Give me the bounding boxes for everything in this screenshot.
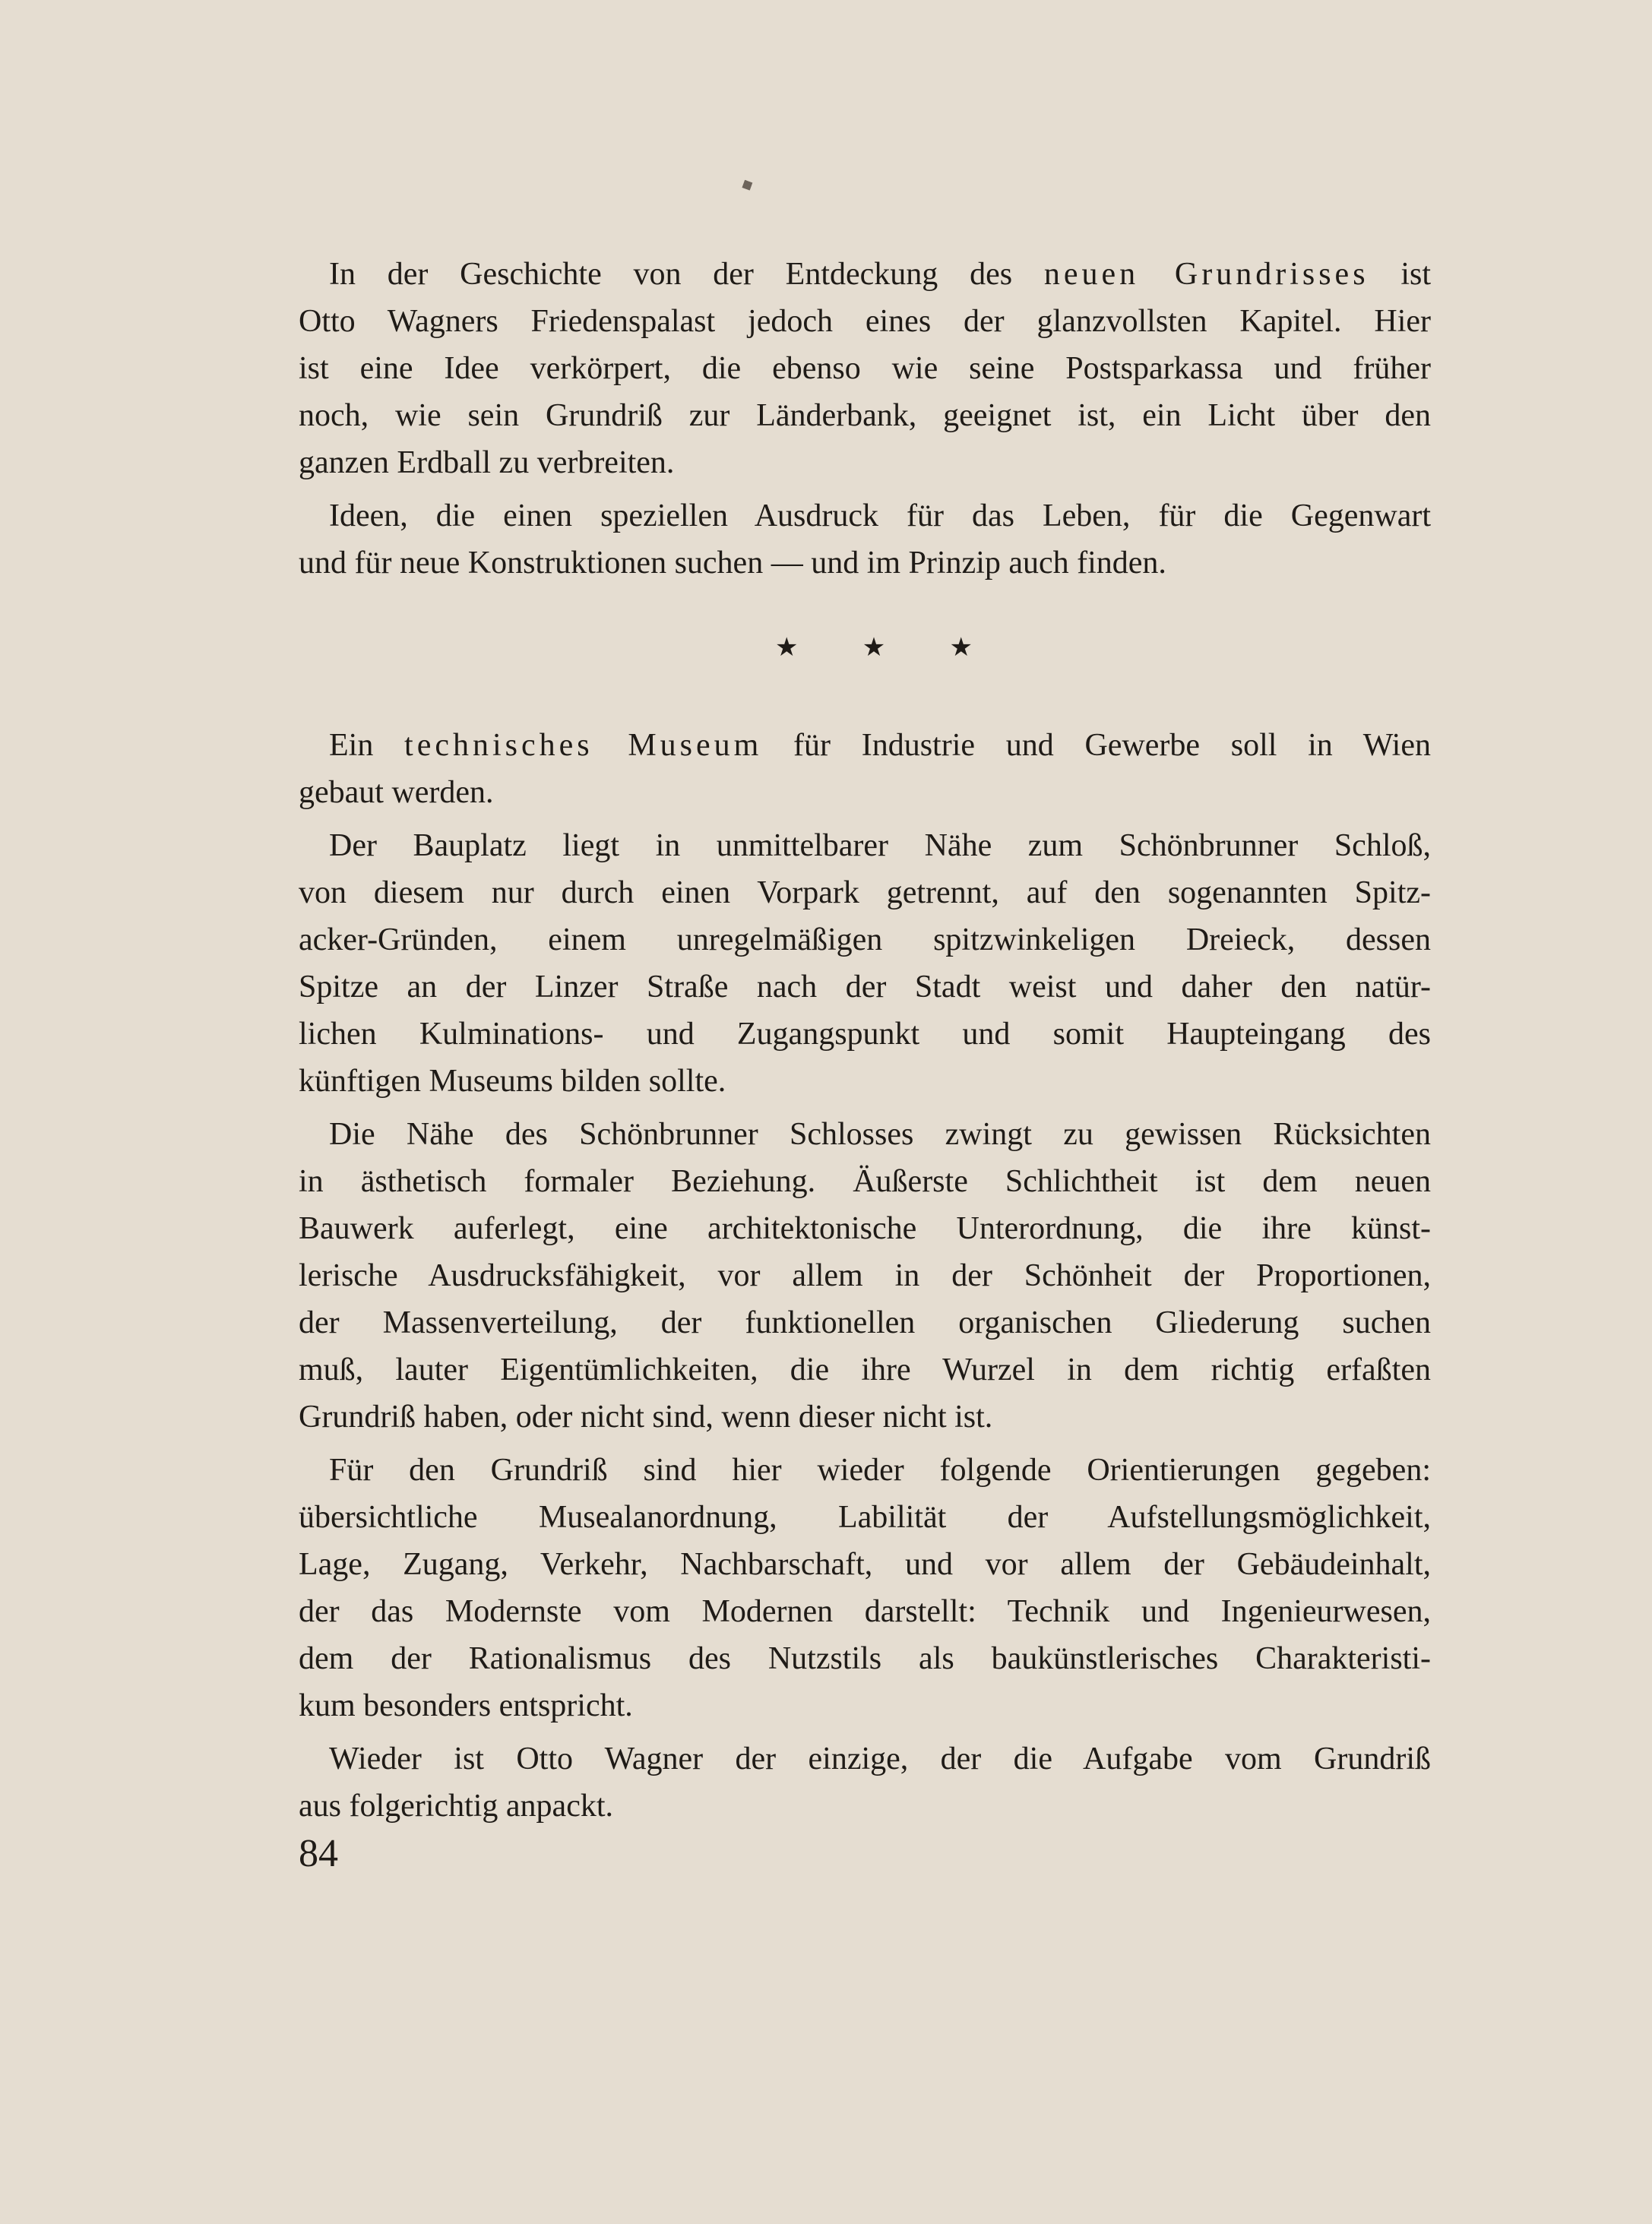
text-line <box>299 1447 1431 1494</box>
text-line <box>299 722 1431 769</box>
text-segment: lichen Kulminations- und Zugangspunkt und somit Haupteingang des <box>299 1017 1431 1052</box>
text-line <box>299 1588 1431 1635</box>
text-segment: für Industrie und Gewerbe soll in Wien <box>762 728 1431 763</box>
text-line <box>299 1158 1431 1205</box>
text-segment: der das Modernste vom Modernen darstellt: Technik und Ingenieurwesen, <box>299 1594 1431 1629</box>
text-line <box>299 1011 1431 1058</box>
text-segment: Otto Wagners Friedenspalast jedoch eines der glanzvollsten Kapitel. Hier <box>299 304 1431 339</box>
text-segment: von diesem nur durch einen Vorpark getrennt, auf den sogenannten Spitz- <box>299 875 1431 910</box>
text-line <box>299 492 1431 539</box>
text-line <box>299 869 1431 916</box>
paragraph <box>299 251 1431 486</box>
text-line <box>299 1783 1431 1830</box>
text-line <box>299 439 1431 486</box>
text-line <box>299 298 1431 345</box>
text-line <box>299 916 1431 963</box>
text-segment: Wieder ist Otto Wagner der einzige, der die Aufgabe vom Grundriß <box>329 1742 1431 1776</box>
text-segment: In der Geschichte von der Entdeckung des <box>329 257 1044 292</box>
text-line <box>299 1058 1431 1105</box>
text-segment: Bauwerk auferlegt, eine architektonische Unterordnung, die ihre künst- <box>299 1211 1431 1246</box>
text-segment: neuen Grundrisses <box>1043 257 1369 292</box>
text-line <box>299 539 1431 587</box>
text-line <box>299 1394 1431 1441</box>
text-segment: Ideen, die einen speziellen Ausdruck für das Leben, für die Gegenwart <box>329 498 1431 533</box>
paragraph <box>299 722 1431 816</box>
text-segment: kum besonders entspricht. <box>299 1688 633 1723</box>
paragraph <box>299 1735 1431 1830</box>
text-segment: aus folgerichtig anpackt. <box>299 1789 614 1824</box>
text-line <box>299 1682 1431 1729</box>
text-section-2 <box>299 722 1431 1836</box>
text-segment: Grundriß haben, oder nicht sind, wenn dieser nicht ist. <box>299 1400 993 1435</box>
section-separator <box>775 632 973 663</box>
text-line <box>299 1346 1431 1394</box>
text-line <box>299 1205 1431 1252</box>
text-line <box>299 1541 1431 1588</box>
text-line <box>299 1252 1431 1299</box>
text-segment: in ästhetisch formaler Beziehung. Äußerste Schlichtheit ist dem neuen <box>299 1164 1431 1199</box>
text-segment: Lage, Zugang, Verkehr, Nachbarschaft, und vor allem der Gebäudeinhalt, <box>299 1547 1431 1582</box>
text-line <box>299 1111 1431 1158</box>
text-line <box>299 251 1431 298</box>
ink-mark: ◆ <box>737 172 756 195</box>
text-line <box>299 392 1431 439</box>
text-segment: gebaut werden. <box>299 775 494 810</box>
text-line <box>299 1635 1431 1682</box>
text-segment: dem der Rationalismus des Nutzstils als baukünstlerisches Charakteristi- <box>299 1641 1431 1676</box>
text-segment: Ein <box>329 728 405 763</box>
text-line <box>299 963 1431 1011</box>
paragraph <box>299 1111 1431 1441</box>
text-line <box>299 1735 1431 1783</box>
text-segment: künftigen Museums bilden sollte. <box>299 1064 726 1099</box>
text-segment: acker-Gründen, einem unregelmäßigen spitzwinkeligen Dreieck, dessen <box>299 922 1431 957</box>
separator-star: ★ <box>862 632 886 663</box>
page-number: 84 <box>299 1832 338 1875</box>
separator-star: ★ <box>775 632 799 663</box>
paragraph <box>299 822 1431 1105</box>
text-segment: ganzen Erdball zu verbreiten. <box>299 445 675 480</box>
text-line <box>299 822 1431 869</box>
text-segment: übersichtliche Musealanordnung, Labilität der Aufstellungsmöglichkeit, <box>299 1500 1431 1535</box>
text-line <box>299 1494 1431 1541</box>
text-line <box>299 1299 1431 1346</box>
text-segment: lerische Ausdrucksfähigkeit, vor allem in der Schönheit der Proportionen, <box>299 1258 1431 1293</box>
text-segment: ist eine Idee verkörpert, die ebenso wie seine Postsparkassa und früher <box>299 351 1431 386</box>
paragraph <box>299 1447 1431 1729</box>
text-line <box>299 345 1431 392</box>
text-section-1 <box>299 251 1431 593</box>
text-segment: Der Bauplatz liegt in unmittelbarer Nähe zum Schönbrunner Schloß, <box>329 828 1431 863</box>
text-segment: muß, lauter Eigentümlichkeiten, die ihre Wurzel in dem richtig erfaßten <box>299 1352 1431 1387</box>
text-line <box>299 769 1431 816</box>
text-segment: technisches Museum <box>404 728 763 763</box>
text-segment: ist <box>1369 257 1432 292</box>
text-segment: Die Nähe des Schönbrunner Schlosses zwingt zu gewissen Rücksichten <box>329 1117 1431 1152</box>
text-segment: noch, wie sein Grundriß zur Länderbank, geeignet ist, ein Licht über den <box>299 398 1431 433</box>
text-segment: der Massenverteilung, der funktionellen organischen Gliederung suchen <box>299 1305 1431 1340</box>
text-segment: Spitze an der Linzer Straße nach der Stadt weist und daher den natür- <box>299 970 1431 1004</box>
separator-star: ★ <box>949 632 973 663</box>
text-segment: und für neue Konstruktionen suchen — und im Prinzip auch finden. <box>299 546 1166 581</box>
text-segment: Für den Grundriß sind hier wieder folgende Orientierungen gegeben: <box>329 1453 1431 1488</box>
paragraph <box>299 492 1431 587</box>
